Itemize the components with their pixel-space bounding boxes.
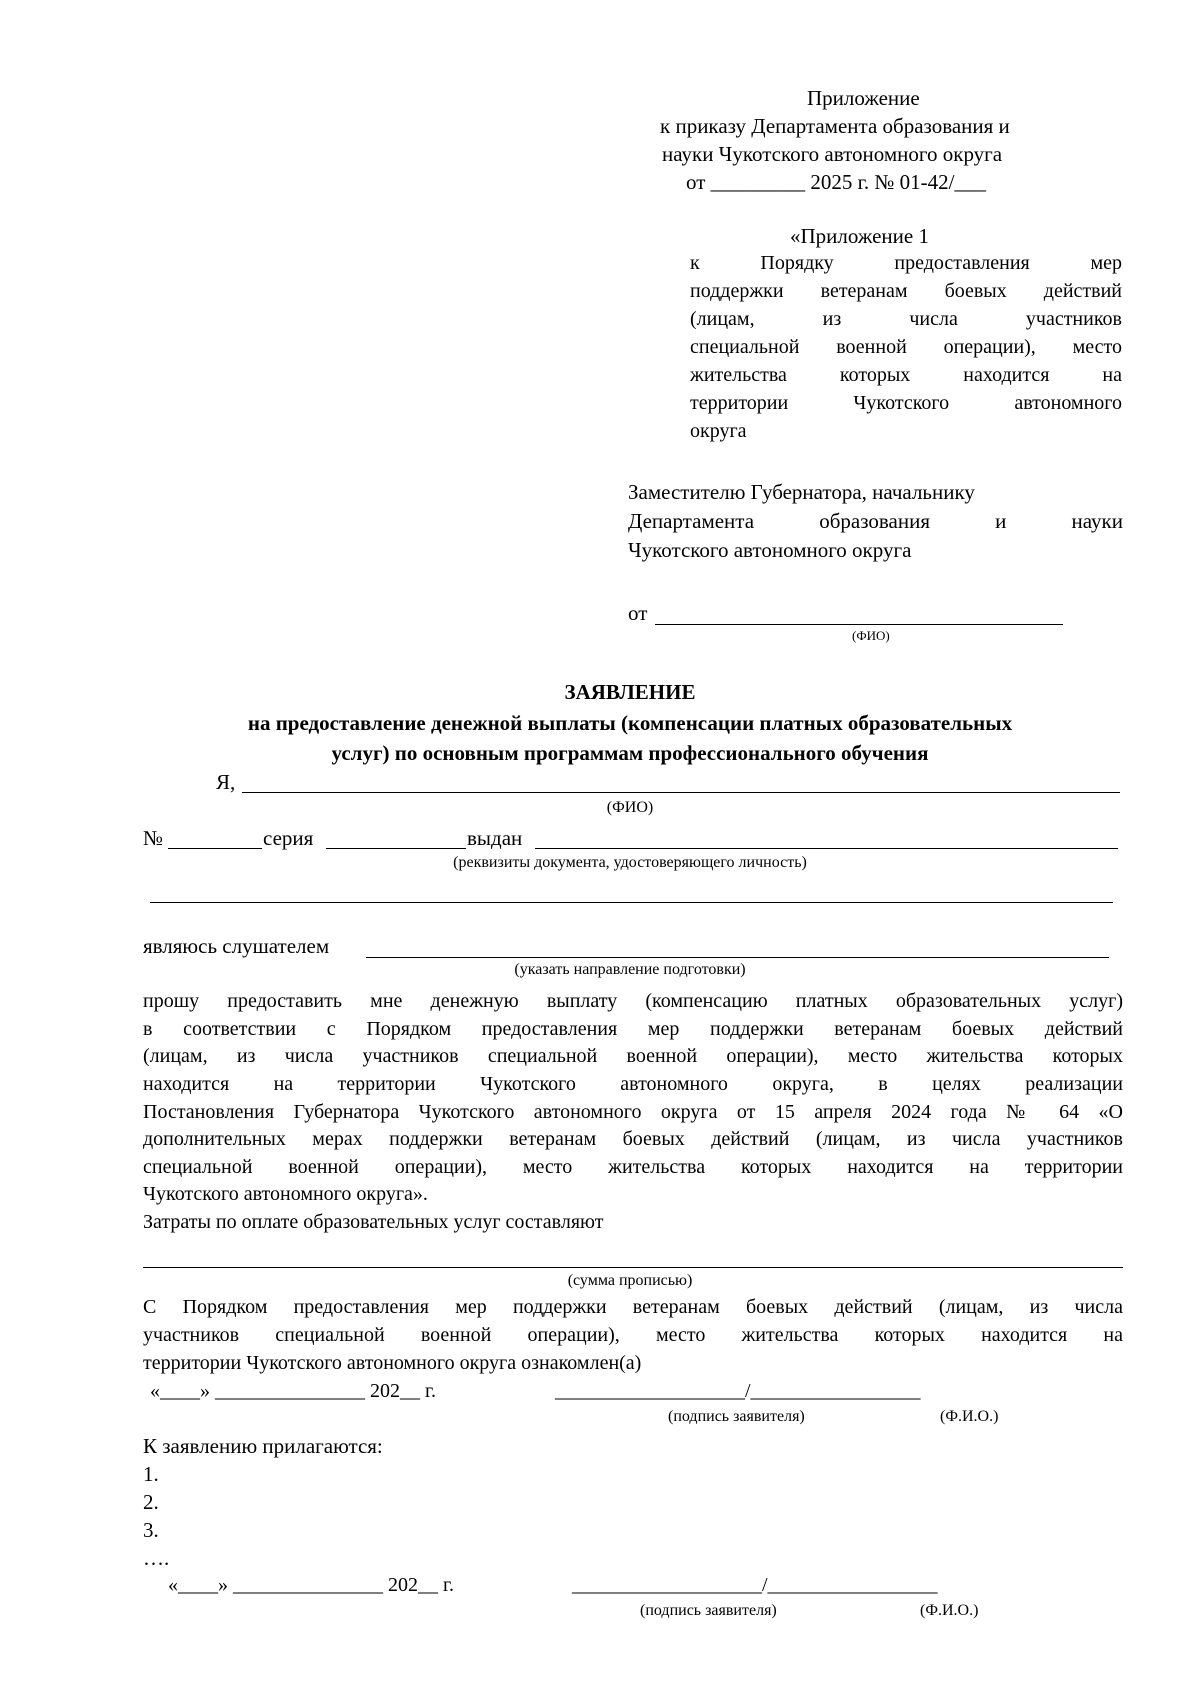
body-line: дополнительных мерах поддержки ветеранам боевых действий (лицам, из числа участников bbox=[143, 1128, 1123, 1150]
attachment-item: 1. bbox=[143, 1462, 159, 1486]
appendix1-line: к Порядку предоставления мер bbox=[690, 252, 1122, 274]
from-label: от bbox=[628, 601, 648, 625]
appendix1-line: жительства которых находится на bbox=[690, 364, 1122, 386]
ya-label: Я, bbox=[216, 770, 236, 794]
document-title: ЗАЯВЛЕНИЕ bbox=[564, 680, 696, 704]
appendix-date-line: от _________ 2025 г. № 01-42/___ bbox=[686, 170, 987, 194]
direction-hint: (указать направление подготовки) bbox=[514, 961, 746, 978]
body-line: прошу предоставить мне денежную выплату (компенсацию платных образовательных услуг) bbox=[143, 990, 1123, 1012]
document-subtitle-line2: услуг) по основным программам профессионального обучения bbox=[331, 741, 929, 765]
appendix1-line: (лицам, из числа участников bbox=[690, 308, 1122, 330]
signature-field[interactable]: ___________________/_________________ bbox=[572, 1574, 938, 1596]
ack-line: территории Чукотского автономного округа ознакомлен(а) bbox=[143, 1352, 642, 1374]
document-subtitle-line1: на предоставление денежной выплаты (компенсации платных образовательных bbox=[247, 711, 1013, 735]
fio-hint: (ФИО) bbox=[606, 799, 654, 816]
document-issued-field[interactable] bbox=[535, 848, 1118, 849]
fio-hint: (Ф.И.О.) bbox=[920, 1602, 979, 1619]
sign-date-field[interactable]: «____» _______________ 202__ г. bbox=[168, 1574, 454, 1596]
number-label: № bbox=[143, 826, 164, 850]
series-label: серия bbox=[263, 826, 314, 850]
fio-hint: (ФИО) bbox=[852, 628, 890, 643]
attachment-item: 3. bbox=[143, 1518, 159, 1542]
body-line: Чукотского автономного округа». bbox=[143, 1183, 428, 1205]
fio-hint: (Ф.И.О.) bbox=[940, 1408, 999, 1425]
training-direction-field[interactable] bbox=[366, 957, 1109, 958]
body-line: Постановления Губернатора Чукотского автономного округа от 15 апреля 2024 года № 64 «О bbox=[143, 1101, 1123, 1123]
appendix-department-line: науки Чукотского автономного округа bbox=[662, 142, 1003, 166]
document-hint: (реквизиты документа, удостоверяющего личность) bbox=[453, 854, 807, 871]
attachment-item: 2. bbox=[143, 1490, 159, 1514]
attachment-item: …. bbox=[143, 1546, 170, 1570]
appendix1-line: округа bbox=[690, 420, 747, 442]
sum-hint: (сумма прописью) bbox=[567, 1272, 693, 1289]
signature-hint: (подпись заявителя) bbox=[640, 1602, 777, 1619]
addressee-line: Заместителю Губернатора, начальнику bbox=[628, 480, 975, 504]
addressee-line: Чукотского автономного округа bbox=[628, 538, 912, 562]
appendix1-title: «Приложение 1 bbox=[790, 224, 929, 248]
listener-label: являюсь слушателем bbox=[143, 934, 330, 958]
document-details-field[interactable] bbox=[150, 902, 1113, 903]
sum-in-words-field[interactable] bbox=[143, 1267, 1123, 1268]
body-line: специальной военной операции), место жительства которых находится на территории bbox=[143, 1156, 1123, 1178]
appendix1-line: территории Чукотского автономного bbox=[690, 392, 1122, 414]
body-line: в соответствии с Порядком предоставления мер поддержки ветеранам боевых действий bbox=[143, 1018, 1123, 1040]
signature-field[interactable]: ___________________/_________________ bbox=[555, 1380, 921, 1402]
applicant-fio-field[interactable] bbox=[242, 792, 1120, 793]
appendix-label: Приложение bbox=[807, 86, 920, 110]
ack-line: участников специальной военной операции), место жительства которых находится на bbox=[143, 1324, 1123, 1346]
from-fio-field[interactable] bbox=[655, 624, 1063, 625]
signature-hint: (подпись заявителя) bbox=[668, 1408, 805, 1425]
addressee-line: Департамента образования и науки bbox=[628, 509, 1123, 533]
issued-label: выдан bbox=[467, 826, 523, 850]
body-line: (лицам, из числа участников специальной военной операции), место жительства которых bbox=[143, 1045, 1123, 1067]
appendix1-line: поддержки ветеранам боевых действий bbox=[690, 280, 1122, 302]
appendix-order-line: к приказу Департамента образования и bbox=[660, 114, 1010, 138]
attachments-title: К заявлению прилагаются: bbox=[143, 1434, 383, 1458]
ack-line: С Порядком предоставления мер поддержки ветеранам боевых действий (лицам, из числа bbox=[143, 1296, 1123, 1318]
appendix1-line: специальной военной операции), место bbox=[690, 336, 1122, 358]
document-series-field[interactable] bbox=[326, 848, 466, 849]
document-number-field[interactable] bbox=[168, 848, 262, 849]
body-line: находится на территории Чукотского автономного округа, в целях реализации bbox=[143, 1073, 1123, 1095]
costs-line: Затраты по оплате образовательных услуг составляют bbox=[143, 1211, 604, 1233]
sign-date-field[interactable]: «____» _______________ 202__ г. bbox=[150, 1380, 436, 1402]
